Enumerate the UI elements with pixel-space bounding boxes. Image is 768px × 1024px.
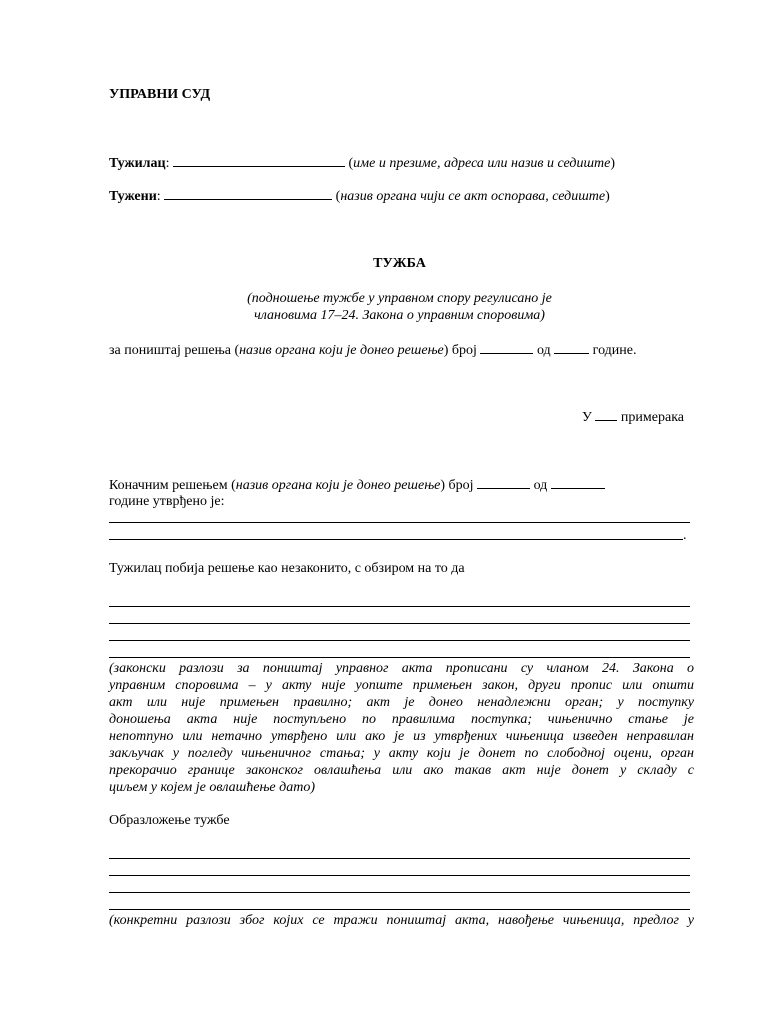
copies-word: примерака	[620, 410, 684, 425]
legal-grounds-line: доношења акта није поступљено по правилима поступка; чињенично стање је	[109, 712, 694, 727]
document-title: ТУЖБА	[373, 256, 426, 271]
copies-u: У	[582, 410, 592, 425]
legal-grounds-paragraph	[109, 660, 694, 796]
contest-text: Тужилац побија решење као незаконито, с обзиром на то да	[109, 561, 465, 576]
plaintiff-label: Тужилац	[109, 156, 166, 171]
fill-line[interactable]	[109, 640, 690, 641]
final-decision-line-1	[109, 476, 605, 494]
defendant-blank[interactable]	[164, 187, 332, 200]
fill-line[interactable]	[109, 858, 690, 859]
final-decision-line-2: године утврђено је:	[109, 494, 225, 509]
subject-number-blank[interactable]	[480, 341, 533, 354]
reasoning-heading: Образложење тужбе	[109, 813, 230, 828]
final-decision-date-blank[interactable]	[551, 476, 605, 489]
final-decision-broj: ) број	[440, 478, 474, 493]
defendant-hint: назив органа чији се акт оспорава, седиште	[340, 189, 606, 204]
court-name: УПРАВНИ СУД	[109, 87, 211, 102]
subject-prefix: за поништај решења (	[109, 343, 240, 358]
fill-line[interactable]	[109, 623, 690, 624]
subject-od: од	[536, 343, 551, 358]
legal-grounds-line: закључак у погледу чињеничног стања; у акту који је донет по слободној оцени, орган	[109, 746, 694, 761]
subject-line	[109, 341, 636, 359]
defendant-row: Тужени: (назив органа чији се акт оспорава, седиште)	[109, 189, 610, 204]
concrete-reasons-paragraph	[109, 912, 694, 929]
subtitle-line-2: члановима 17–24. Закона о управним споровима)	[254, 308, 545, 323]
subject-broj: ) број	[443, 343, 477, 358]
fill-line[interactable]	[109, 606, 690, 607]
concrete-reasons-line: (конкретни разлози због којих се тражи поништај акта, навођење чињеница, предлог у	[109, 913, 694, 928]
final-decision-hint: назив органа који је донео решење	[235, 478, 441, 493]
copies-line	[582, 408, 684, 426]
defendant-label: Тужени	[109, 189, 157, 204]
legal-grounds-line: управним споровима – у акту није уопште примењен закон, други пропис или општи	[109, 678, 694, 693]
subject-date-blank[interactable]	[554, 341, 589, 354]
copies-count-blank[interactable]	[595, 408, 617, 421]
plaintiff-blank[interactable]	[173, 154, 345, 167]
fill-line[interactable]	[109, 522, 690, 523]
legal-grounds-line: (законски разлози за поништај управног акта прописани су чланом 24. Закона о	[109, 661, 694, 676]
fill-line[interactable]	[109, 909, 690, 910]
plaintiff-row: Тужилац: (име и презиме, адреса или назив и седиште)	[109, 156, 616, 171]
subject-godine: године.	[592, 343, 637, 358]
final-decision-number-blank[interactable]	[477, 476, 530, 489]
fill-line-period: .	[683, 528, 687, 543]
fill-line[interactable]	[109, 539, 683, 540]
subject-hint: назив органа који је донео решење	[239, 343, 444, 358]
legal-grounds-line: непотпуно или нетачно утврђено или ако је из утврђених чињеница изведен неправилан	[109, 729, 694, 744]
subtitle-line-1: (подношење тужбе у управном спору регулисано је	[247, 291, 552, 306]
legal-grounds-line: акт или није примењен правилно; акт је донео ненадлежни орган; у поступку	[109, 695, 694, 710]
legal-grounds-line: циљем у којем је овлашћење дато)	[109, 780, 316, 795]
legal-grounds-line: прекорачио границе законског овлашћења или ако такав акт није донет у складу с	[109, 763, 694, 778]
fill-line[interactable]	[109, 875, 690, 876]
final-decision-od: од	[533, 478, 548, 493]
fill-line[interactable]	[109, 657, 690, 658]
fill-line[interactable]	[109, 892, 690, 893]
final-decision-prefix: Коначним решењем (	[109, 478, 236, 493]
plaintiff-hint: име и презиме, адреса или назив и седиште	[353, 156, 611, 171]
